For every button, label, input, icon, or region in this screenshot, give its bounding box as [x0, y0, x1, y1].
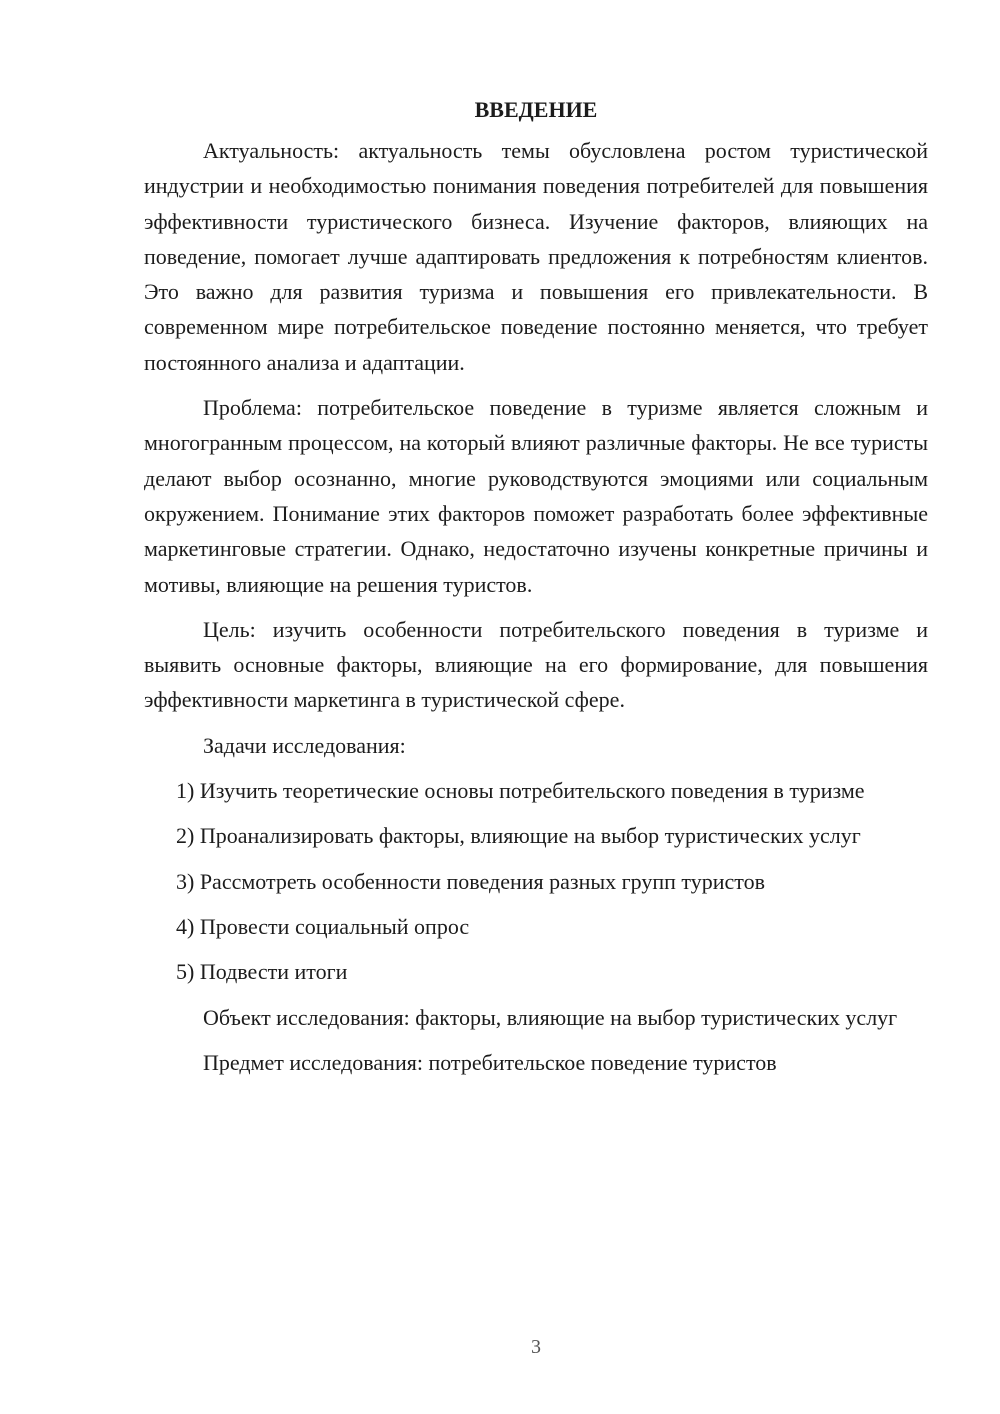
page-content: [144, 92, 928, 1090]
subject-paragraph: Предмет исследования: потребительское поведение туристов: [203, 1049, 777, 1075]
list-item: 4) Провести социальный опрос: [176, 913, 470, 939]
object-paragraph: Объект исследования: факторы, влияющие на выбор туристических услуг: [203, 1004, 898, 1030]
tasks-intro: Задачи исследования:: [203, 732, 406, 758]
tasks-list: [144, 773, 928, 989]
page-number: 3: [531, 1336, 541, 1358]
problem-paragraph: Проблема: потребительское поведение в туризме является сложным и многогранным процессом, на который влияют различные факторы. Не все туристы делают выбор осознанно, многие руководствуются эмоциями или социальным окружением. Понимание этих факторов поможет разработать более эффективные маркетинговые стратегии. Однако, недостаточно изучены конкретные причины и мотивы, влияющие на решения туристов.: [144, 395, 928, 597]
relevance-paragraph: Актуальность: актуальность темы обусловлена ростом туристической индустрии и необходимостью понимания поведения потребителей для повышения эффективности туристического бизнеса. Изучение факторов, влияющих на поведение, помогает лучше адаптировать предложения к потребностям клиентов. Это важно для развития туризма и повышения его привлекательности. В современном мире потребительское поведение постоянно меняется, что требует постоянного анализа и адаптации.: [144, 138, 928, 375]
list-item: 1) Изучить теоретические основы потребительского поведения в туризме: [176, 778, 865, 804]
page-title: ВВЕДЕНИЕ: [474, 97, 598, 122]
goal-paragraph: Цель: изучить особенности потребительского поведения в туризме и выявить основные факторы, влияющие на его формирование, для повышения эффективности маркетинга в туристической сфере.: [144, 616, 928, 713]
list-item: 2) Проанализировать факторы, влияющие на выбор туристических услуг: [176, 823, 861, 849]
list-item: 3) Рассмотреть особенности поведения разных групп туристов: [176, 868, 766, 894]
list-item: 5) Подвести итоги: [176, 959, 348, 985]
